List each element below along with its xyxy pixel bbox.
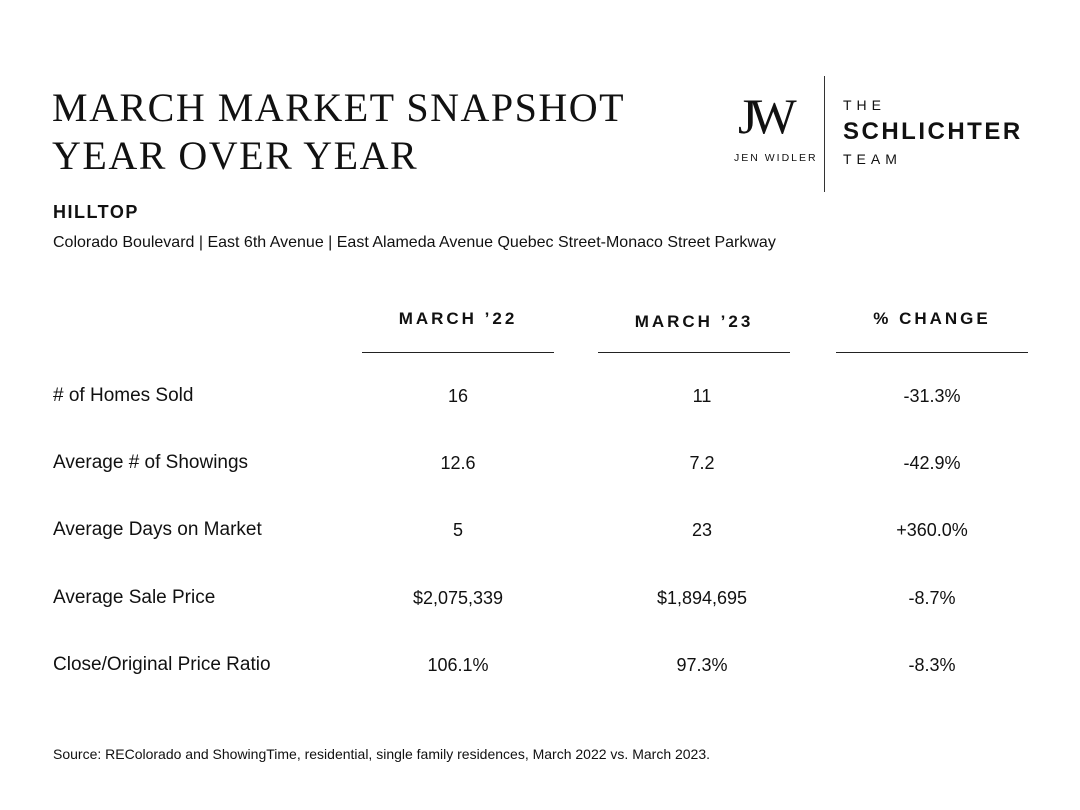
row-label-homes-sold: # of Homes Sold [53, 385, 194, 406]
jen-widler-logo [734, 88, 818, 168]
column-header-percent-change: % CHANGE [873, 309, 991, 328]
cell-showings-change: -42.9% [903, 453, 961, 473]
cell-homes-sold-change: -31.3% [903, 386, 961, 406]
column-rule-march-23 [598, 352, 790, 353]
row-label-price-ratio: Close/Original Price Ratio [53, 654, 271, 675]
cell-showings-march-23: 7.2 [689, 453, 715, 473]
source-note: Source: REColorado and ShowingTime, residential, single family residences, March 2022 vs. March 2023. [53, 746, 711, 762]
jw-monogram: JW [738, 88, 789, 144]
logo-team: TEAM [843, 151, 902, 167]
page-title [52, 84, 625, 180]
cell-showings-march-22: 12.6 [440, 453, 476, 473]
page-title-line-2: YEAR OVER YEAR [52, 133, 419, 178]
cell-price-ratio-march-22: 106.1% [427, 655, 489, 675]
cell-sale-price-march-23: $1,894,695 [656, 588, 748, 608]
column-header-march-23: MARCH ’23 [634, 312, 754, 331]
cell-days-on-market-march-22: 5 [452, 520, 463, 540]
column-header-march-22: MARCH ’22 [398, 309, 518, 328]
cell-homes-sold-march-22: 16 [447, 386, 469, 406]
page-title-line-1: MARCH MARKET SNAPSHOT [52, 85, 626, 130]
jen-widler-name: JEN WIDLER [734, 152, 818, 164]
schlichter-team-logo [843, 96, 1023, 168]
row-label-days-on-market: Average Days on Market [53, 519, 262, 540]
area-boundaries: Colorado Boulevard | East 6th Avenue | East Alameda Avenue Quebec Street-Monaco Street Parkway [53, 234, 776, 251]
area-name: HILLTOP [53, 202, 139, 222]
cell-homes-sold-march-23: 11 [692, 386, 712, 406]
column-rule-march-22 [362, 352, 554, 353]
cell-price-ratio-change: -8.3% [908, 655, 956, 675]
cell-days-on-market-change: +360.0% [896, 520, 968, 540]
cell-price-ratio-march-23: 97.3% [676, 655, 728, 675]
row-label-showings: Average # of Showings [53, 452, 249, 473]
row-label-sale-price: Average Sale Price [53, 587, 216, 608]
logo-divider [824, 76, 825, 192]
cell-sale-price-change: -8.7% [908, 588, 956, 608]
column-rule-percent-change [836, 352, 1028, 353]
logo-schlichter: SCHLICHTER [843, 118, 1023, 145]
logo-the: THE [843, 97, 886, 113]
cell-days-on-market-march-23: 23 [691, 520, 713, 540]
cell-sale-price-march-22: $2,075,339 [412, 588, 504, 608]
